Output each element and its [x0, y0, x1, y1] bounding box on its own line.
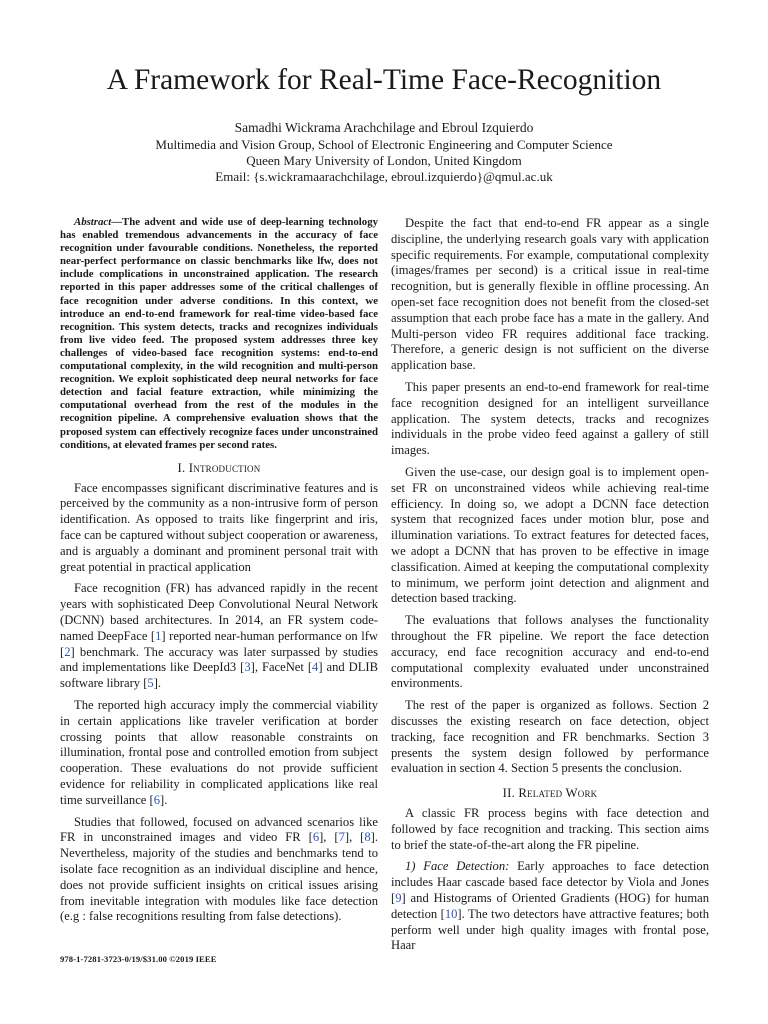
author-names: Samadhi Wickrama Arachchilage and Ebroul Izquierdo: [234, 120, 534, 135]
face-detection-paragraph: 1) Face Detection: Early approaches to face detection includes Haar cascade based face detector by Viola and Jones [9] and Histograms of Oriented Gradients (HOG) for human detection [10]. The two detectors have attractive features; both perform well under high quality images with frontal pose, Haar: [391, 859, 709, 953]
abstract: [60, 216, 378, 452]
section-heading-introduction: [60, 460, 378, 476]
body-paragraph: This paper presents an end-to-end framework for real-time face recognition designed for an intelligent surveillance application. The system detects, tracks and recognizes individuals in the probe video feed against a gallery of still images.: [391, 379, 709, 458]
section-title: Related Work: [518, 786, 598, 801]
body-paragraph: Given the use-case, our design goal is to implement open-set FR on unconstrained videos while achieving real-time efficiency. In doing so, we adopt a DCNN face detection system that recognized faces under motion blur, pose and illumination variations. To extract features for detected faces, we adopt a DCNN that has proven to be effective in image classification. Aimed at keeping the computational complexity to minimum, we perform joint detection and alignment and detection based tracking.: [391, 464, 709, 606]
author-block: [0, 120, 768, 185]
citation-link[interactable]: 10: [444, 906, 458, 921]
section-title: Introduction: [188, 460, 261, 475]
citation-link[interactable]: 7: [338, 830, 345, 845]
citation-link[interactable]: 8: [364, 830, 371, 845]
citation-link[interactable]: 2: [64, 644, 71, 659]
section-number: I.: [177, 460, 186, 475]
citation-link[interactable]: 5: [147, 676, 154, 691]
intro-paragraph-4: Studies that followed, focused on advanced scenarios like FR in unconstrained images and video FR [6], [7], [8]. Nevertheless, majority of the studies and benchmarks tend to isolate face recognition as an individual discipline and hence, does not provide sufficient insights on critical issues arising from inevitable integration with modules like face detection (e.g : false recognitions resulting from false detections).: [60, 814, 379, 924]
subsection-label: 1) Face Detection:: [405, 859, 510, 874]
related-work-paragraph-1: A classic FR process begins with face detection and followed by face recognition and tracking. This section aims to brief the state-of-the-art along the FR pipeline.: [391, 806, 709, 852]
citation-link[interactable]: 9: [395, 891, 402, 906]
intro-paragraph-3: The reported high accuracy imply the commercial viability in certain applications like traveler verification at border crossing points that allow reasonable constraints on illumination, frontal pose and controlled emotion from subject cooperation. These evaluations do not provide sufficient evidence for reliability in complicated applications like real time surveillance [6].: [60, 698, 378, 807]
paper-title: A Framework for Real-Time Face-Recognition: [106, 64, 662, 96]
intro-paragraph-1: Face encompasses significant discriminative features and is perceived by the community as a non-intrusive form of person identification. As opposed to traits like fingerprint and iris, face can be captured without subject cooperation or awareness, and is arguably a dominant and prominent personal trait with great potential in practical application: [60, 480, 378, 574]
intro-paragraph-2: Face recognition (FR) has advanced rapidly in the recent years with sophisticated Deep Convolutional Neural Network (DCNN) based architectures. In 2014, an FR system code-named DeepFace [1] reported near-human performance on lfw [2] benchmark. The accuracy was later surpassed by studies and implementations like DeepId3 [3], FaceNet [4] and DLIB software library [5].: [60, 581, 378, 691]
body-paragraph: The evaluations that follows analyses the functionality throughout the FR pipeline. We report the face detection accuracy, end face recognition accuracy and end-to-end computational complexity evaluated under unconstrained environments.: [391, 613, 709, 691]
abstract-text: —The advent and wide use of deep-learning technology has enabled tremendous advancements in the accuracy of face recognition under favourable conditions. Nonetheless, the reported near-perfect performance on classic benchmarks like lfw, does not include complications in unconstrained application. The research reported in this paper addresses some of the critical challenges of face recognition under adverse conditions. In this context, we introduce an end-to-end framework for real-time video-based face recognition. This system detects, tracks and recognizes individuals from live video feed. The proposed system addresses three key challenges of video-based face recognition systems: end-to-end computational complexity, in the wild recognition and multi-person recognition. We exploit sophisticated deep neural networks for face detection and facial feature extraction, while minimizing the computational overhead from the rest of the modules in the recognition pipeline. A comprehensive evaluation shows that the proposed system can effectively recognize faces under unconstrained conditions, at elevated frames per second rates.: [60, 216, 378, 451]
left-column: [60, 216, 378, 931]
copyright-footer: 978-1-7281-3723-0/19/$31.00 ©2019 IEEE: [60, 954, 217, 964]
right-column: [391, 216, 709, 960]
citation-link[interactable]: 1: [155, 628, 162, 643]
citation-link[interactable]: 3: [244, 660, 251, 675]
author-affiliation: Multimedia and Vision Group, School of Electronic Engineering and Computer Science: [155, 137, 613, 152]
abstract-label: Abstract: [74, 216, 112, 228]
section-heading-related-work: [391, 785, 709, 801]
body-paragraph: The rest of the paper is organized as follows. Section 2 discusses the existing research on face detection, object tracking, face recognition and FR benchmarks. Section 3 presents the system design followed by performance evaluation in section 4. Section 5 presents the conclusion.: [391, 698, 709, 776]
section-number: II.: [502, 786, 515, 801]
body-paragraph: Despite the fact that end-to-end FR appear as a single discipline, the underlying research goals vary with application specific requirements. For example, computational complexity (images/frames per second) is a critical issue in real-time recognition, but is generally flexible in offline processing. An open-set face recognition does not benefit from the closed-set assumption that each probe face has a mate in the gallery. And Multi-person video FR requires additional face tracking. Therefore, a generic design is not sufficient on the diverse application base.: [391, 216, 709, 373]
citation-link[interactable]: 6: [153, 792, 161, 807]
author-email: Email: {s.wickramaarachchilage, ebroul.izquierdo}@qmul.ac.uk: [215, 169, 553, 184]
citation-link[interactable]: 6: [312, 830, 320, 845]
citation-link[interactable]: 4: [312, 660, 319, 675]
author-university: Queen Mary University of London, United Kingdom: [246, 153, 522, 168]
